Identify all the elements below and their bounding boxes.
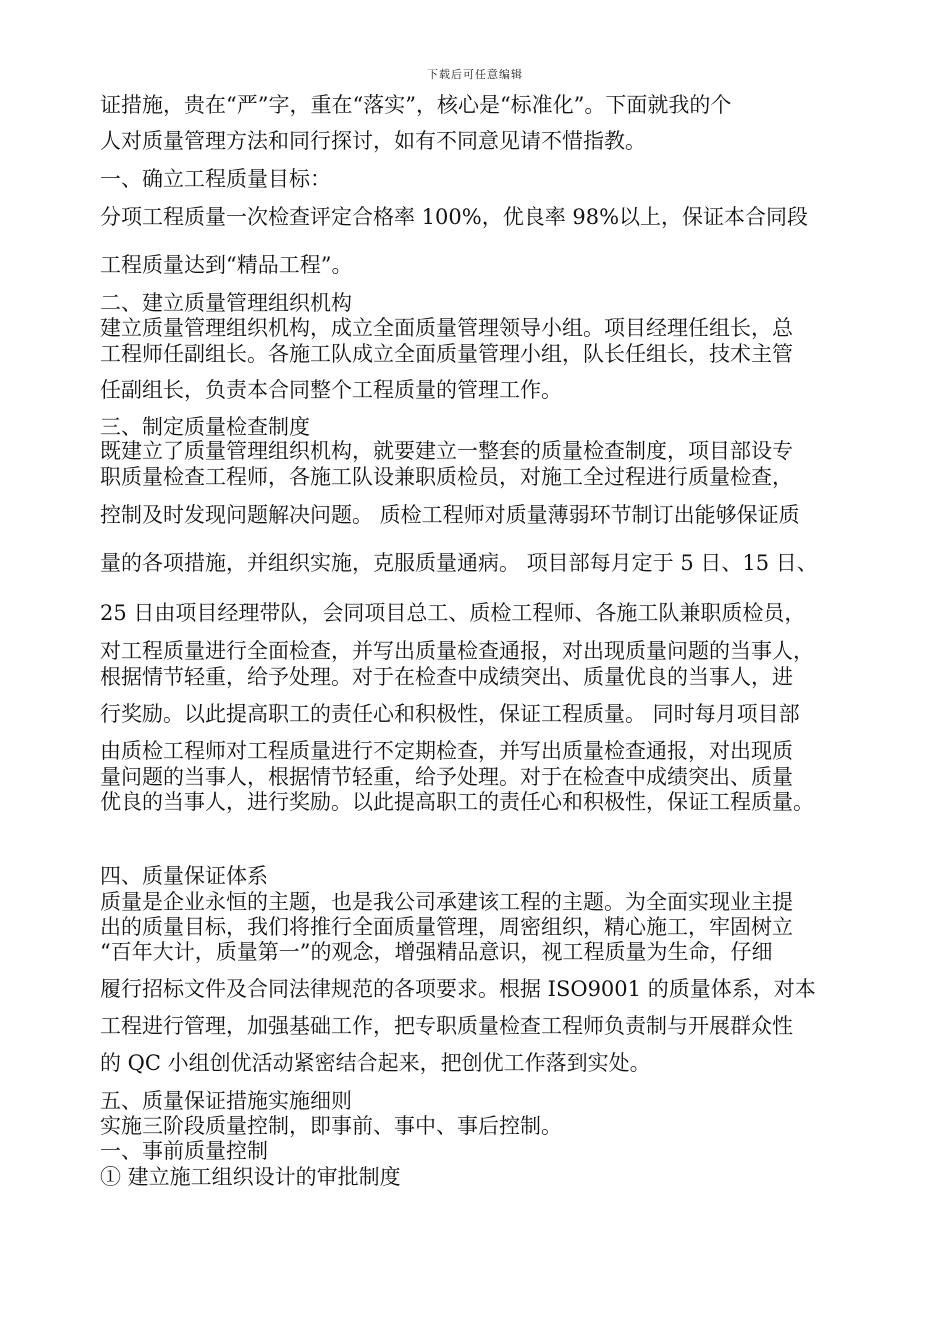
section-heading: 二、建立质量管理组织机构 xyxy=(100,291,352,315)
text-line: 控制及时发现问题解决问题。 质检工程师对质量薄弱环节制订出能够保证质 xyxy=(100,503,800,527)
text-line: 质量是企业永恒的主题，也是我公司承建该工程的主题。为全面实现业主提 xyxy=(100,890,793,914)
text-line: 优良的当事人，进行奖励。以此提高职工的责任心和积极性，保证工程质量。 xyxy=(100,790,814,814)
text-line: 职质量检查工程师，各施工队设兼职质检员，对施工全过程进行质量检查， xyxy=(100,465,793,489)
text-line: 任副组长，负责本合同整个工程质量的管理工作。 xyxy=(100,378,562,402)
section-heading: 一、事前质量控制 xyxy=(100,1139,268,1163)
text-line: 证措施，贵在“严”字，重在“落实”，核心是“标准化”。下面就我的个 xyxy=(100,93,732,117)
text-line: 的 QC 小组创优活动紧密结合起来，把创优工作落到实处。 xyxy=(100,1051,651,1075)
text-line: 工程师任副组长。各施工队成立全面质量管理小组，队长任组长，技术主管 xyxy=(100,342,793,366)
page-header: 下载后可任意编辑 xyxy=(427,68,523,81)
text-line: 25 日由项目经理带队，会同项目总工、质检工程师、各施工队兼职质检员， xyxy=(100,601,806,625)
text-line: 工程质量达到“精品工程”。 xyxy=(100,253,353,277)
text-line: 出的质量目标，我们将推行全面质量管理，周密组织，精心施工，牢固树立 xyxy=(100,915,793,939)
text-line: 人对质量管理方法和同行探讨，如有不同意见请不惜指教。 xyxy=(100,129,646,153)
text-line: 履行招标文件及合同法律规范的各项要求。根据 ISO9001 的质量体系，对本 xyxy=(100,977,816,1001)
text-line: 实施三阶段质量控制，即事前、事中、事后控制。 xyxy=(100,1114,562,1138)
section-heading: 五、质量保证措施实施细则 xyxy=(100,1089,352,1113)
text-line: 根据情节轻重，给予处理。对于在检查中成绩突出、质量优良的当事人，进 xyxy=(100,665,793,689)
text-line: 量问题的当事人，根据情节轻重，给予处理。对于在检查中成绩突出、质量 xyxy=(100,765,793,789)
text-line: ① 建立施工组织设计的审批制度 xyxy=(100,1165,401,1189)
text-line: 既建立了质量管理组织机构，就要建立一整套的质量检查制度，项目部设专 xyxy=(100,439,793,463)
text-line: 行奖励。以此提高职工的责任心和积极性，保证工程质量。 同时每月项目部 xyxy=(100,702,800,726)
text-line: 对工程质量进行全面检查，并写出质量检查通报，对出现质量问题的当事人， xyxy=(100,639,814,663)
text-line: 量的各项措施，并组织实施，克服质量通病。 项目部每月定于 5 日、15 日、 xyxy=(100,551,818,575)
text-line: 工程进行管理，加强基础工作，把专职质量检查工程师负责制与开展群众性 xyxy=(100,1014,793,1038)
text-line: 由质检工程师对工程质量进行不定期检查，并写出质量检查通报，对出现质 xyxy=(100,739,793,763)
section-heading: 三、制定质量检查制度 xyxy=(100,415,310,439)
text-line: “百年大计，质量第一”的观念，增强精品意识，视工程质量为生命，仔细 xyxy=(100,940,773,964)
section-heading: 四、质量保证体系 xyxy=(100,864,268,888)
text-line: 建立质量管理组织机构，成立全面质量管理领导小组。项目经理任组长，总 xyxy=(100,316,793,340)
text-line: 分项工程质量一次检查评定合格率 100%，优良率 98%以上，保证本合同段 xyxy=(100,205,809,229)
section-heading: 一、确立工程质量目标： xyxy=(100,167,331,191)
